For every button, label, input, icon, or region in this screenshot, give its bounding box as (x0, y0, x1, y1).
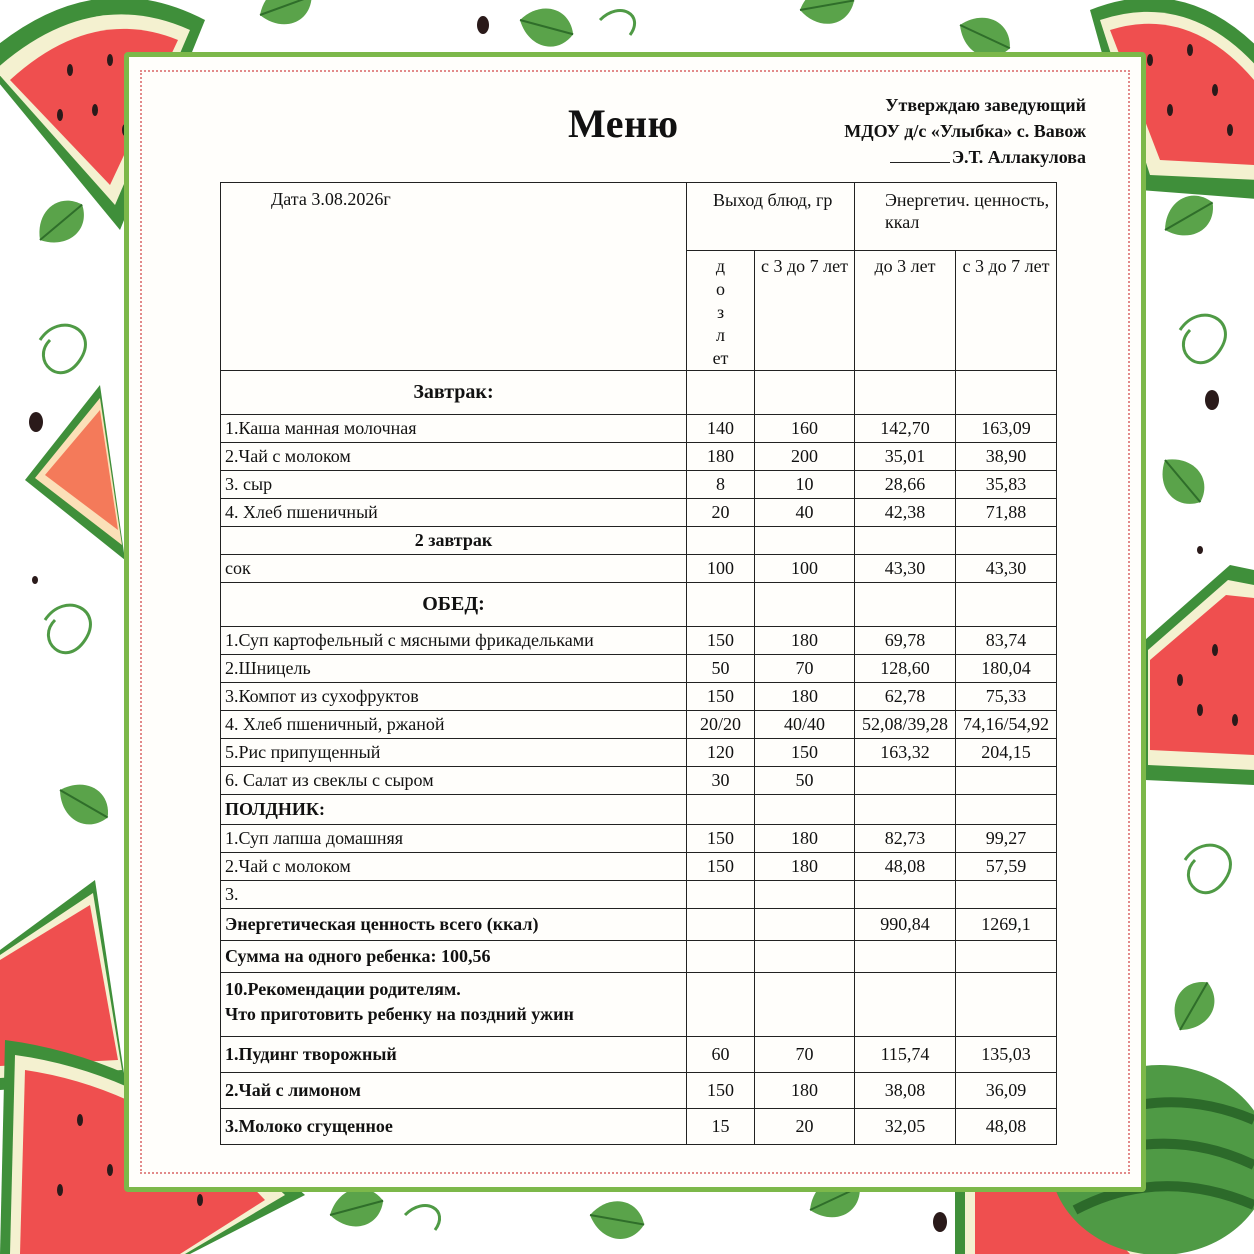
energy-under3: 62,78 (855, 683, 956, 711)
table-row (221, 443, 1057, 471)
energy-under3 (855, 941, 956, 973)
portion-3to7: 100 (755, 555, 855, 583)
energy-under3: 82,73 (855, 825, 956, 853)
energy-under3: 42,38 (855, 499, 956, 527)
portion-under3: 50 (687, 655, 755, 683)
dish-name: Энергетическая ценность всего (ккал) (221, 909, 687, 941)
energy-under3: 990,84 (855, 909, 956, 941)
energy-3to7: 71,88 (956, 499, 1057, 527)
energy-3to7 (956, 795, 1057, 825)
recommendation-cell (221, 973, 687, 1037)
energy-3to7: 135,03 (956, 1037, 1057, 1073)
portion-under3: 150 (687, 853, 755, 881)
portion-under3: 30 (687, 767, 755, 795)
portion-3to7: 50 (755, 767, 855, 795)
energy-under3 (855, 527, 956, 555)
dish-name: 3.Молоко сгущенное (221, 1109, 687, 1145)
table-row (221, 739, 1057, 767)
table-row (221, 499, 1057, 527)
portion-under3 (687, 583, 755, 627)
dish-name: 6. Салат из свеклы с сыром (221, 767, 687, 795)
portion-3to7 (755, 583, 855, 627)
subheader-3to7: с 3 до 7 лет (755, 251, 855, 371)
dish-name: 2.Шницель (221, 655, 687, 683)
table-row (221, 683, 1057, 711)
empty-cell (956, 973, 1057, 1037)
energy-under3 (855, 583, 956, 627)
table-row (221, 853, 1057, 881)
portion-under3: 8 (687, 471, 755, 499)
melon-slice-right-middle (1145, 565, 1254, 785)
energy-3to7: 83,74 (956, 627, 1057, 655)
dish-name: 2.Чай с молоком (221, 853, 687, 881)
energy-under3: 163,32 (855, 739, 956, 767)
portion-3to7: 70 (755, 655, 855, 683)
dish-name: 5.Рис припущенный (221, 739, 687, 767)
energy-3to7: 38,90 (956, 443, 1057, 471)
portion-under3 (687, 795, 755, 825)
table-row (221, 825, 1057, 853)
table-row-section (221, 371, 1057, 415)
recommendation-title: 10.Рекомендации родителям. (225, 979, 461, 999)
energy-under3: 32,05 (855, 1109, 956, 1145)
portion-under3: 150 (687, 825, 755, 853)
portion-3to7: 70 (755, 1037, 855, 1073)
dish-name: 1.Пудинг творожный (221, 1037, 687, 1073)
energy-under3: 128,60 (855, 655, 956, 683)
energy-under3 (855, 767, 956, 795)
table-row (221, 555, 1057, 583)
energy-under3 (855, 881, 956, 909)
energy-under3: 69,78 (855, 627, 956, 655)
dish-name: сок (221, 555, 687, 583)
portion-3to7 (755, 909, 855, 941)
dish-name: 1.Каша манная молочная (221, 415, 687, 443)
output-header: Выход блюд, гр (687, 183, 855, 251)
table-row (221, 1109, 1057, 1145)
portion-under3: 20/20 (687, 711, 755, 739)
dish-name: 4. Хлеб пшеничный (221, 499, 687, 527)
energy-under3: 142,70 (855, 415, 956, 443)
portion-under3: 150 (687, 627, 755, 655)
energy-3to7: 75,33 (956, 683, 1057, 711)
energy-under3 (855, 371, 956, 415)
table-row-total (221, 909, 1057, 941)
table-row-section (221, 583, 1057, 627)
energy-under3 (855, 795, 956, 825)
portion-under3: 180 (687, 443, 755, 471)
portion-3to7: 150 (755, 739, 855, 767)
portion-3to7: 180 (755, 1073, 855, 1109)
empty-cell (687, 973, 755, 1037)
energy-3to7: 57,59 (956, 853, 1057, 881)
energy-3to7: 48,08 (956, 1109, 1057, 1145)
portion-3to7: 180 (755, 683, 855, 711)
recommendation-subtitle: Что приготовить ребенку на поздний ужин (225, 1004, 574, 1024)
table-row-section-left (221, 795, 1057, 825)
energy-3to7: 74,16/54,92 (956, 711, 1057, 739)
portion-under3 (687, 941, 755, 973)
approval-line-2: МДОУ д/с «Улыбка» с. Вавож (844, 121, 1086, 141)
portion-under3: 15 (687, 1109, 755, 1145)
energy-3to7 (956, 583, 1057, 627)
approver-name: Э.Т. Аллакулова (951, 147, 1086, 167)
energy-3to7: 43,30 (956, 555, 1057, 583)
empty-cell (755, 973, 855, 1037)
table-row (221, 767, 1057, 795)
dish-name: Сумма на одного ребенка: 100,56 (221, 941, 687, 973)
menu-table (220, 182, 1057, 1145)
energy-under3: 38,08 (855, 1073, 956, 1109)
portion-under3: 120 (687, 739, 755, 767)
table-row-total (221, 941, 1057, 973)
energy-under3: 35,01 (855, 443, 956, 471)
energy-under3: 115,74 (855, 1037, 956, 1073)
subheader-under3: д о з л ет (687, 251, 755, 371)
portion-under3: 100 (687, 555, 755, 583)
portion-3to7 (755, 371, 855, 415)
dish-name: 3. сыр (221, 471, 687, 499)
portion-3to7: 180 (755, 825, 855, 853)
energy-3to7 (956, 527, 1057, 555)
dish-name: 3. (221, 881, 687, 909)
section-title: ПОЛДНИК: (221, 795, 687, 825)
energy-3to7: 99,27 (956, 825, 1057, 853)
energy-under3: 48,08 (855, 853, 956, 881)
portion-3to7: 180 (755, 853, 855, 881)
table-row (221, 655, 1057, 683)
energy-under3: 28,66 (855, 471, 956, 499)
portion-under3 (687, 371, 755, 415)
dish-name: 4. Хлеб пшеничный, ржаной (221, 711, 687, 739)
portion-3to7 (755, 795, 855, 825)
approval-line-1: Утверждаю заведующий (885, 95, 1086, 115)
table-row (221, 1073, 1057, 1109)
energy-3to7 (956, 881, 1057, 909)
portion-3to7 (755, 941, 855, 973)
dish-name: 3.Компот из сухофруктов (221, 683, 687, 711)
portion-3to7: 180 (755, 627, 855, 655)
subheader-energy-under3: до 3 лет (855, 251, 956, 371)
table-row (221, 627, 1057, 655)
energy-3to7: 36,09 (956, 1073, 1057, 1109)
empty-cell (855, 973, 956, 1037)
table-row (221, 415, 1057, 443)
portion-3to7: 40/40 (755, 711, 855, 739)
approval-block (844, 92, 1086, 170)
table-row (221, 1037, 1057, 1073)
dish-name: 2.Чай с молоком (221, 443, 687, 471)
portion-under3: 150 (687, 1073, 755, 1109)
portion-under3: 140 (687, 415, 755, 443)
energy-header: Энергетич. ценность, ккал (855, 183, 1057, 251)
energy-3to7 (956, 371, 1057, 415)
portion-3to7: 10 (755, 471, 855, 499)
portion-3to7: 40 (755, 499, 855, 527)
dish-name: 1.Суп картофельный с мясными фрикадельками (221, 627, 687, 655)
energy-3to7: 180,04 (956, 655, 1057, 683)
portion-under3: 60 (687, 1037, 755, 1073)
portion-under3: 150 (687, 683, 755, 711)
table-row-rec (221, 973, 1057, 1037)
energy-3to7: 163,09 (956, 415, 1057, 443)
portion-under3 (687, 527, 755, 555)
portion-3to7: 200 (755, 443, 855, 471)
portion-under3: 20 (687, 499, 755, 527)
portion-3to7: 20 (755, 1109, 855, 1145)
portion-3to7: 160 (755, 415, 855, 443)
signature-line (890, 149, 950, 163)
energy-3to7 (956, 941, 1057, 973)
dish-name: 1.Суп лапша домашняя (221, 825, 687, 853)
section-title: ОБЕД: (221, 583, 687, 627)
energy-3to7: 204,15 (956, 739, 1057, 767)
energy-under3: 43,30 (855, 555, 956, 583)
section-title: 2 завтрак (221, 527, 687, 555)
section-title: Завтрак: (221, 371, 687, 415)
energy-under3: 52,08/39,28 (855, 711, 956, 739)
portion-3to7 (755, 881, 855, 909)
approval-line-3 (844, 144, 1086, 170)
page-title: Меню (568, 101, 679, 146)
energy-3to7: 35,83 (956, 471, 1057, 499)
table-row (221, 711, 1057, 739)
header-row (221, 183, 1057, 251)
date-header: Дата 3.08.2026г (221, 183, 687, 371)
portion-3to7 (755, 527, 855, 555)
table-row (221, 471, 1057, 499)
energy-3to7 (956, 767, 1057, 795)
table-row-section-small (221, 527, 1057, 555)
portion-under3 (687, 881, 755, 909)
portion-under3 (687, 909, 755, 941)
dish-name: 2.Чай с лимоном (221, 1073, 687, 1109)
table-row (221, 881, 1057, 909)
subheader-energy-3to7: с 3 до 7 лет (956, 251, 1057, 371)
energy-3to7: 1269,1 (956, 909, 1057, 941)
melon-slice-left-middle (25, 385, 125, 560)
